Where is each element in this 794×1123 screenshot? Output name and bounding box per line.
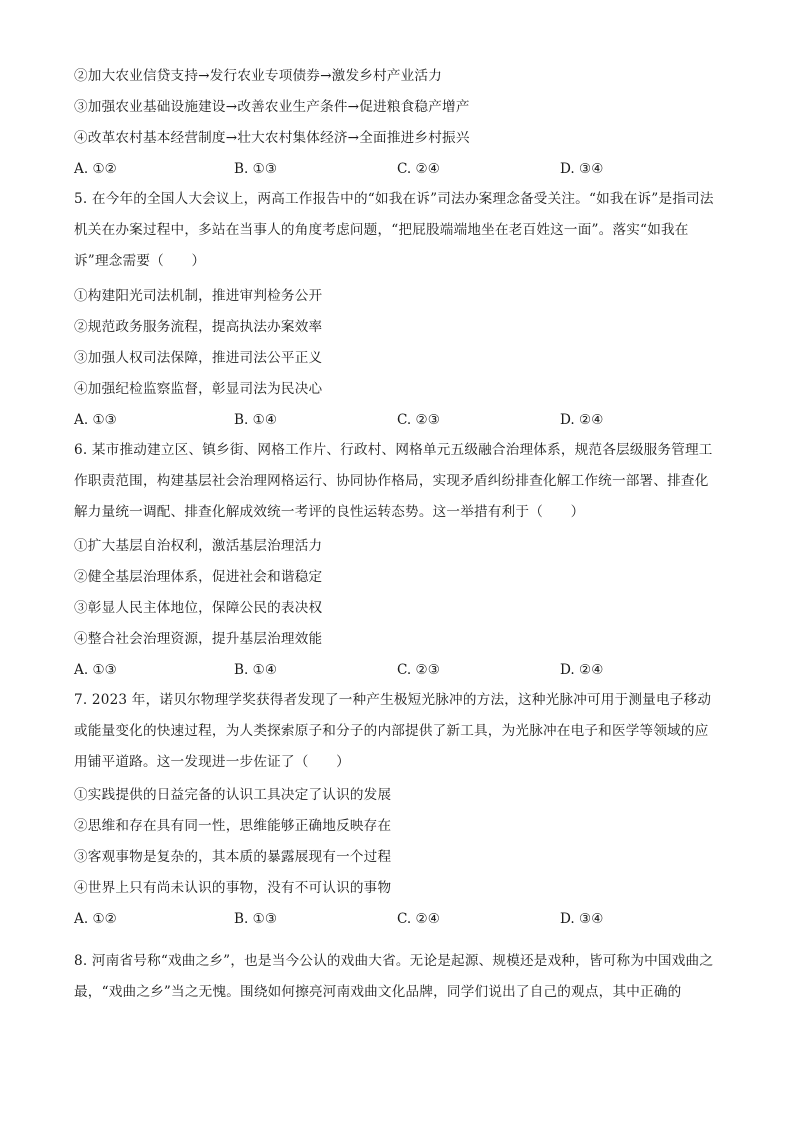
q7-choice-c: C. ②④ [397, 911, 440, 927]
q4-choice-c: C. ②④ [397, 161, 440, 177]
q7-option-4: ④世界上只有尚未认识的事物，没有不可认识的事物 [74, 880, 392, 896]
q5-choices [74, 411, 722, 429]
q5-choice-b: B. ①④ [234, 412, 278, 428]
q5-option-2: ②规范政务服务流程，提高执法办案效率 [74, 319, 323, 335]
q4-option-2: ②加大农业信贷支持→发行农业专项债券→激发乡村产业活力 [74, 68, 443, 84]
q5-stem: 5. 在今年的全国人大会议上，两高工作报告中的“如我在诉”司法办案理念备受关注。“如我在诉”是指司法机关在办案过程中，多站在当事人的角度考虑问题，“把屁股端端地坐在老百姓这一面”。落实“如我在诉”理念需要（ ） [74, 191, 714, 269]
q7-option-2: ②思维和存在具有同一性，思维能够正确地反映存在 [74, 818, 392, 834]
q6-option-4: ④整合社会治理资源，提升基层治理效能 [74, 631, 323, 647]
q7-choice-a: A. ①② [74, 911, 117, 927]
q7-choice-b: B. ①③ [234, 911, 278, 927]
q6-choice-a: A. ①③ [74, 662, 117, 678]
q7-choice-d: D. ③④ [560, 911, 604, 927]
q4-option-3: ③加强农业基础设施建设→改善农业生产条件→促进粮食稳产增产 [74, 99, 470, 115]
q6-stem: 6. 某市推动建立区、镇乡街、网格工作片、行政村、网格单元五级融合治理体系，规范各层级服务管理工作职责范围，构建基层社会治理网格运行、协同协作格局，实现矛盾纠纷排查化解工作统一部署、排查化解力量统一调配、排查化解成效统一考评的良性运转态势。这一举措有利于（ ） [74, 442, 713, 520]
q4-choice-a: A. ①② [74, 161, 117, 177]
q4-choice-d: D. ③④ [560, 161, 604, 177]
q6-choice-d: D. ②④ [560, 662, 604, 678]
q7-stem: 7. 2023 年，诺贝尔物理学奖获得者发现了一种产生极短光脉冲的方法，这种光脉冲可用于测量电子移动或能量变化的快速过程，为人类探索原子和分子的内部提供了新工具，为光脉冲在电子和医学等领域的应用铺平道路。这一发现进一步佐证了（ ） [74, 692, 712, 770]
q6-option-2: ②健全基层治理体系，促进社会和谐稳定 [74, 569, 323, 585]
q5-option-3: ③加强人权司法保障，推进司法公平正义 [74, 350, 323, 366]
q6-choice-c: C. ②③ [397, 662, 440, 678]
q5-option-1: ①构建阳光司法机制，推进审判检务公开 [74, 288, 323, 304]
q5-option-4: ④加强纪检监察监督，彰显司法为民决心 [74, 381, 323, 397]
q7-option-1: ①实践提供的日益完备的认识工具决定了认识的发展 [74, 787, 392, 803]
q4-option-4: ④改革农村基本经营制度→壮大农村集体经济→全面推进乡村振兴 [74, 130, 470, 146]
q4-choice-b: B. ①③ [234, 161, 278, 177]
q7-option-3: ③客观事物是复杂的，其本质的暴露展现有一个过程 [74, 849, 392, 865]
q5-choice-c: C. ②③ [397, 412, 440, 428]
q6-choice-b: B. ①④ [234, 662, 278, 678]
q5-choice-d: D. ②④ [560, 412, 604, 428]
q6-choices [74, 661, 722, 679]
q7-choices [74, 910, 722, 928]
q8-stem: 8. 河南省号称“戏曲之乡”，也是当今公认的戏曲大省。无论是起源、规模还是戏种，皆可称为中国戏曲之最，“戏曲之乡”当之无愧。围绕如何擦亮河南戏曲文化品牌，同学们说出了自己的观点，其中正确的 [74, 953, 714, 1000]
q4-choices [74, 160, 722, 178]
q5-choice-a: A. ①③ [74, 412, 117, 428]
q6-option-1: ①扩大基层自治权利，激活基层治理活力 [74, 538, 323, 554]
q6-option-3: ③彰显人民主体地位，保障公民的表决权 [74, 600, 323, 616]
